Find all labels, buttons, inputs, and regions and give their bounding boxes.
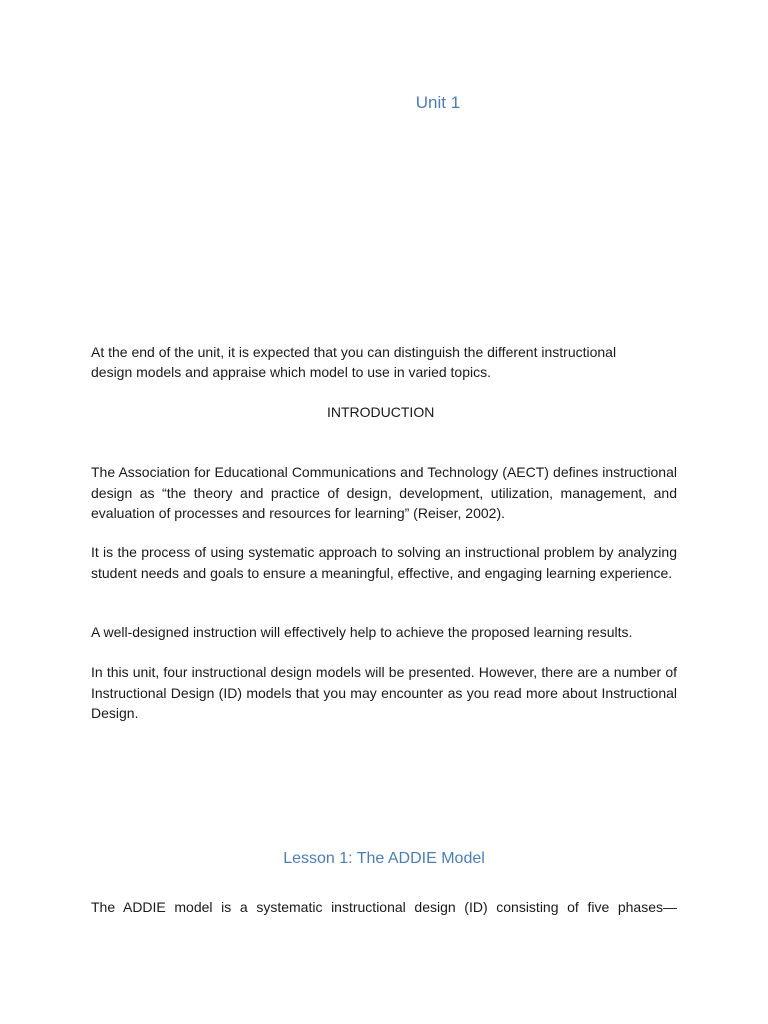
paragraph-well-designed: A well-designed instruction will effectively help to achieve the proposed learning results. [91,624,633,640]
paragraph-unit-overview: In this unit, four instructional design models will be presented. However, there are a number of Instructional Design (ID) models that you may encounter as you read more about Instructional Design. [91,664,677,721]
unit-objective: At the end of the unit, it is expected that you can distinguish the different instructional design models and appraise which model to use in varied topics. [91,344,617,380]
paragraph-process: It is the process of using systematic approach to solving an instructional problem by analyzing student needs and goals to ensure a meaningful, effective, and engaging learning experience. [91,544,677,581]
lesson-title: Lesson 1: The ADDIE Model [283,850,485,867]
paragraph-addie-intro: The ADDIE model is a systematic instructional design (ID) consisting of five phases— [91,899,677,915]
paragraph-aect-definition: The Association for Educational Communications and Technology (AECT) defines instructional design as “the theory and practice of design, development, utilization, management, and evaluation of processes and resources for learning” (Reiser, 2002). [91,464,677,521]
introduction-heading: INTRODUCTION [327,404,435,420]
unit-title: Unit 1 [415,93,461,112]
